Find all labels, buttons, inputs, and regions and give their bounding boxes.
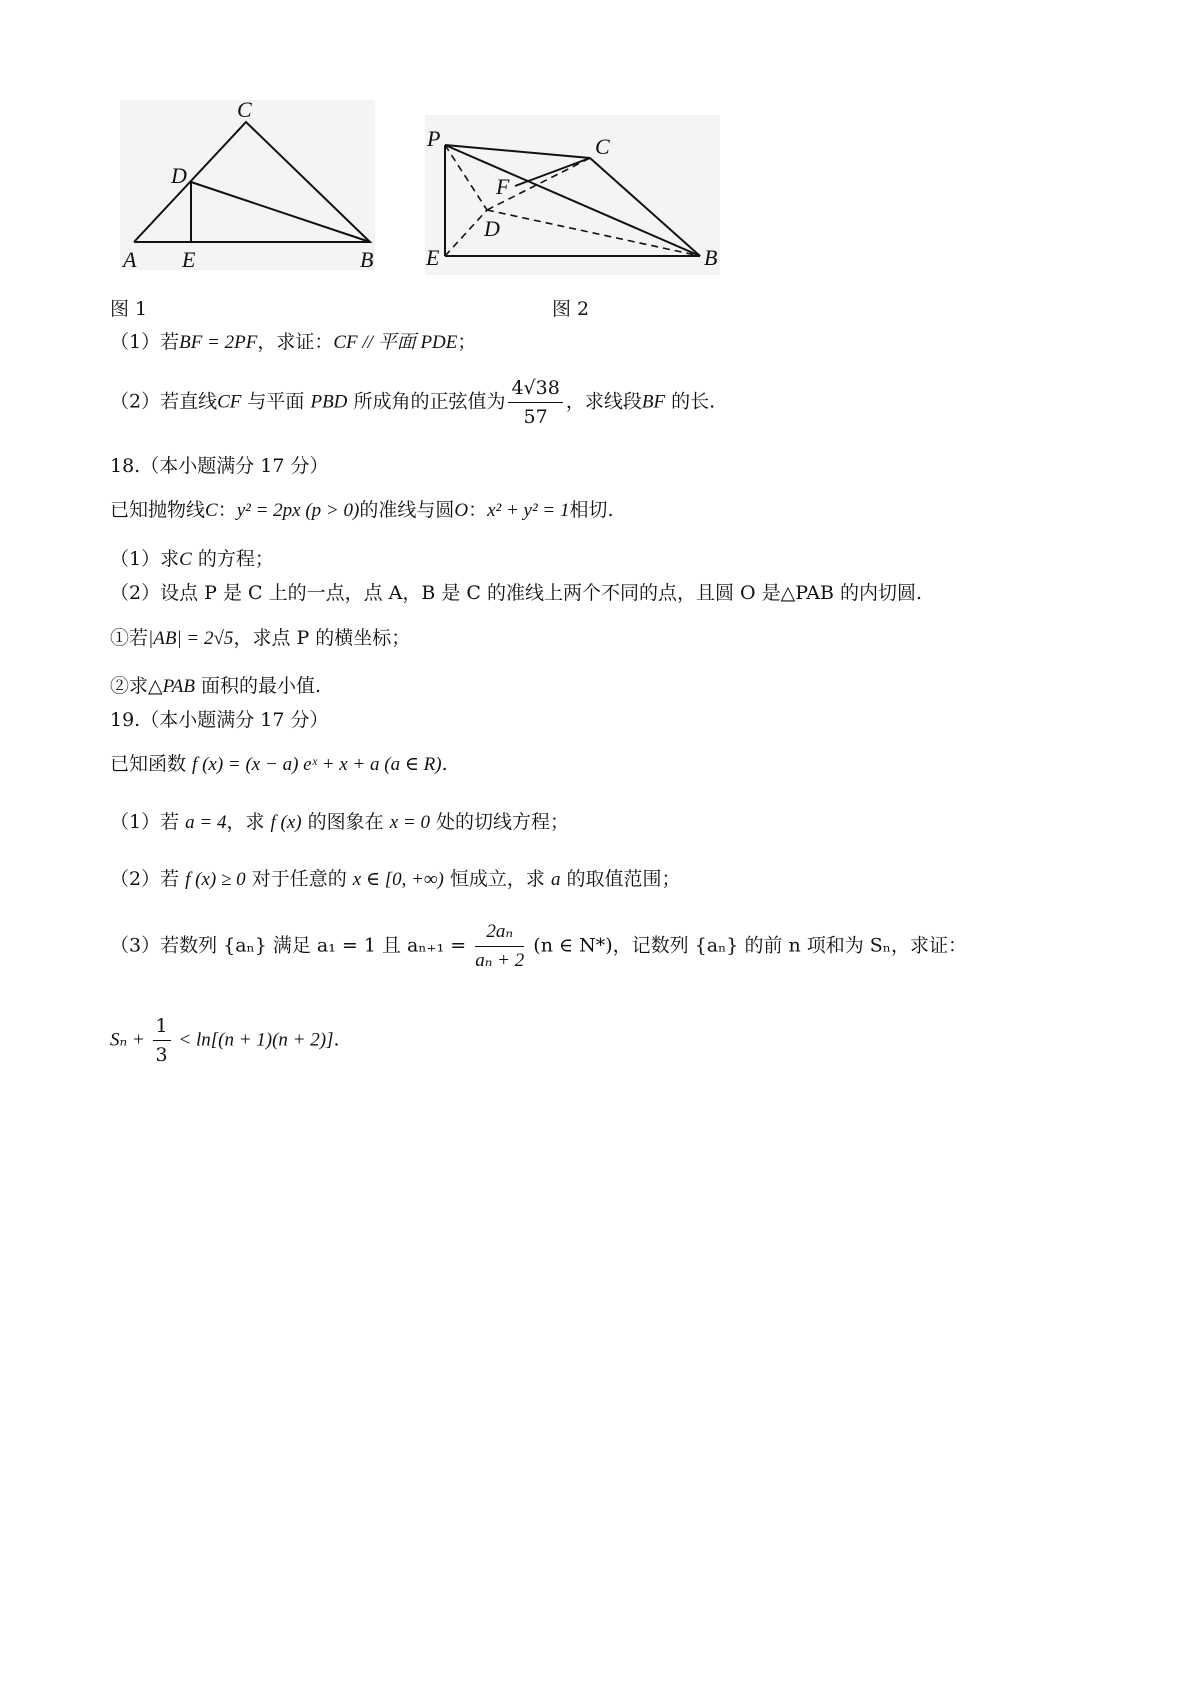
math: O (454, 500, 469, 521)
fraction-denominator: 57 (523, 406, 548, 428)
math: y² = 2px (p > 0) (236, 500, 360, 521)
text: ①若 (110, 627, 149, 649)
math: PBD (310, 391, 348, 413)
text: 对于任意的 (245, 868, 353, 890)
fraction (508, 374, 562, 431)
q18-header: 18.（本小题满分 17 分） (110, 455, 329, 477)
text: 的准线与圆 (359, 499, 455, 521)
text: （2）若直线 (110, 390, 218, 413)
math: C (179, 549, 192, 570)
math: x ∈ [0, +∞) (352, 869, 444, 890)
q19-part2 (110, 867, 681, 892)
figure-1-diagram (115, 95, 385, 280)
text: （1）若 (110, 811, 186, 833)
text: （3）若数列 {aₙ} 满足 a₁ = 1 且 aₙ₊₁ = (110, 934, 473, 957)
math: < ln[(n + 1)(n + 2)] (173, 1029, 334, 1051)
math: f (x) ≥ 0 (185, 869, 246, 890)
math: Sₙ + (110, 1029, 150, 1051)
q19-part1 (110, 810, 569, 835)
text: 相切. (569, 499, 614, 521)
math: BF = 2PF (179, 332, 258, 353)
text: 的方程； (191, 548, 274, 570)
fraction-denominator: aₙ + 2 (475, 950, 525, 971)
text: 的取值范围； (560, 868, 681, 890)
q19-part3-inequality (110, 1012, 340, 1069)
text: 的图象在 (301, 811, 390, 833)
text: ，求 (226, 811, 271, 833)
text: . (333, 1028, 340, 1051)
text: ； (457, 331, 477, 353)
text: 已知函数 (110, 753, 193, 775)
text: (n ∈ N*)，记数列 {aₙ} 的前 n 项和为 Sₙ，求证： (527, 934, 968, 957)
fraction-numerator: 4√38 (508, 374, 562, 403)
q18-sub1 (110, 626, 410, 651)
label-e: E (426, 245, 440, 270)
math: CF (217, 391, 242, 413)
fraction (153, 1012, 171, 1069)
text: 与平面 (241, 390, 311, 413)
math: C (205, 500, 218, 521)
label-c: C (595, 134, 610, 159)
text: （1）若 (110, 331, 180, 353)
math: BF (641, 391, 666, 413)
math: x = 0 (389, 812, 430, 833)
q19-intro (110, 752, 448, 777)
math: CF // 平面 PDE (333, 332, 458, 353)
math: f (x) (270, 812, 302, 833)
fraction-denominator: 3 (155, 1044, 168, 1066)
label-c: C (237, 97, 252, 122)
fraction-numerator: 1 (153, 1012, 171, 1041)
text: 已知抛物线 (110, 499, 206, 521)
figure-2-caption: 图 2 (552, 298, 590, 320)
text: . (441, 753, 448, 775)
text: （2）若 (110, 868, 186, 890)
math: PAB (162, 676, 195, 697)
text: 面积的最小值. (195, 675, 322, 697)
q18-sub2 (110, 674, 321, 699)
text: 恒成立，求 (443, 868, 551, 890)
text: ： (468, 499, 488, 521)
q18-part2: （2）设点 P 是 C 上的一点，点 A，B 是 C 的准线上两个不同的点，且圆 O 是△PAB 的内切圆. (110, 582, 923, 604)
math: |AB| = 2√5 (148, 628, 234, 649)
text: ②求△ (110, 675, 163, 697)
text: 处的切线方程； (430, 811, 570, 833)
label-f: F (496, 174, 510, 199)
label-e: E (182, 247, 196, 272)
label-a: A (123, 247, 137, 272)
text: ，求线段 (565, 390, 642, 413)
figure-1 (115, 95, 385, 285)
q17-part1 (110, 330, 476, 355)
figure-2 (420, 110, 730, 285)
math: x² + y² = 1 (487, 500, 570, 521)
q17-part2 (110, 374, 715, 431)
math: f (x) = (x − a) eˣ + x + a (a ∈ R) (192, 754, 442, 775)
figure-2-diagram (420, 110, 730, 280)
math: a (550, 869, 561, 890)
text: （1）求 (110, 548, 180, 570)
label-b: B (704, 245, 718, 270)
text: 所成角的正弦值为 (347, 390, 506, 413)
text: ： (217, 499, 237, 521)
fraction-numerator: 2aₙ (475, 918, 524, 947)
fraction (475, 918, 524, 975)
label-d: D (171, 163, 187, 188)
label-p: P (427, 126, 441, 151)
figure-1-background (120, 100, 375, 270)
text: 的长. (665, 390, 716, 413)
q18-part1 (110, 547, 274, 572)
q18-intro (110, 498, 614, 523)
text: ，求点 P 的横坐标； (233, 627, 411, 649)
figure-1-caption: 图 1 (110, 298, 148, 320)
label-b: B (360, 247, 374, 272)
q19-part3 (110, 918, 967, 975)
label-d: D (484, 216, 500, 241)
text: ，求证： (257, 331, 334, 353)
q19-header: 19.（本小题满分 17 分） (110, 709, 329, 731)
math: a = 4 (185, 812, 227, 833)
